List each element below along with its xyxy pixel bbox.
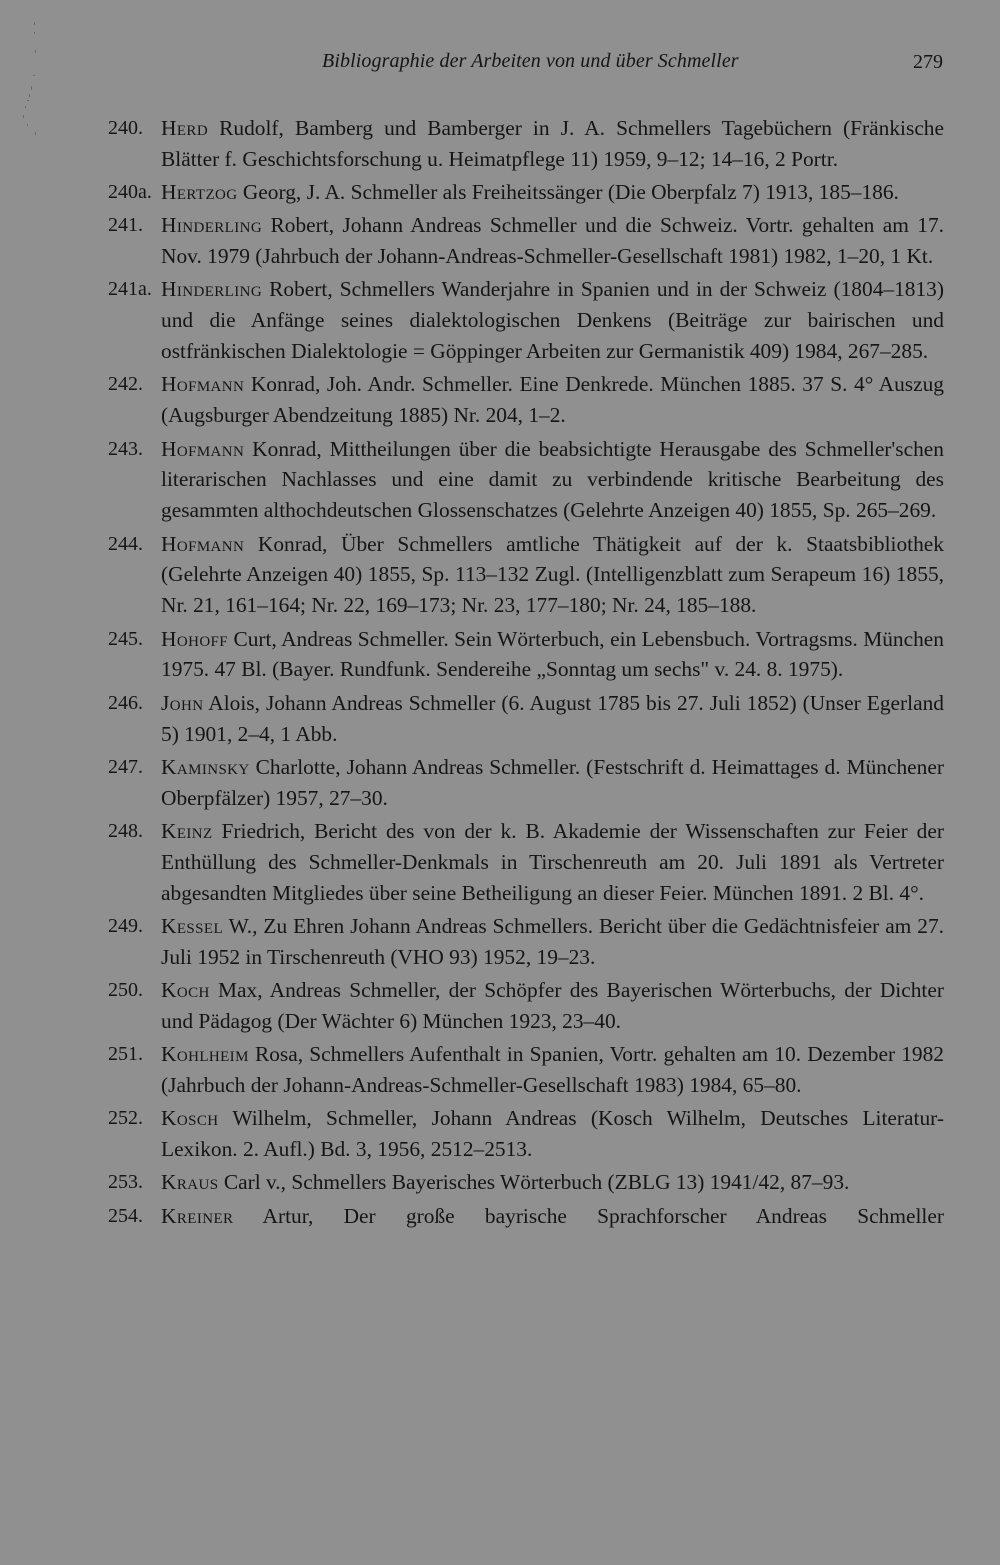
entry-author: Kaminsky bbox=[161, 754, 250, 779]
entry-text: Curt, Andreas Schmeller. Sein Wörterbuch, ein Lebensbuch. Vortragsms. München 1975. 47 Bl. (Bayer. Rundfunk. Sendereihe „Sonntag um sechs" v. 24. 8. 1975). bbox=[161, 626, 944, 682]
entry-text: Robert, Schmellers Wanderjahre in Spanien und in der Schweiz (1804–1813) und die Anfänge seines dialektologischen Denkens (Beiträge zur bairischen und ostfränkischen Dialektologie = Göppinger Arbeiten zur Germanistik 409) 1984, 267–285. bbox=[161, 277, 944, 364]
bibliography-entry bbox=[108, 369, 944, 431]
entry-text: Friedrich, Bericht des von der k. B. Akademie der Wissenschaften zur Feier der Enthüllung des Schmeller-Denkmals in Tirschenreuth am 20. Juli 1891 als Vertreter abgesandten Mitgliedes über seine Betheiligung an dieser Feier. München 1891. 2 Bl. 4°. bbox=[161, 818, 944, 905]
running-head: Bibliographie der Arbeiten von und über Schmeller bbox=[322, 50, 739, 72]
entry-number: 248. bbox=[108, 819, 143, 842]
entry-author: Kohlheim bbox=[161, 1042, 249, 1067]
bibliography-entry bbox=[108, 434, 944, 527]
bibliography-entry bbox=[108, 529, 944, 622]
entry-author: Hinderling bbox=[161, 213, 263, 238]
entry-author: Koch bbox=[161, 978, 210, 1003]
bibliography-entry bbox=[108, 975, 944, 1037]
entry-text: Konrad, Über Schmellers amtliche Thätigkeit auf der k. Staatsbibliothek (Gelehrte Anzeigen 40) 1855, Sp. 113–132 Zugl. (Intelligenzblatt zum Serapeum 16) 1855, Nr. 21, 161–164; Nr. 22, 169–173; Nr. 23, 177–180; Nr. 24, 185–188. bbox=[161, 531, 944, 618]
entry-number: 253. bbox=[108, 1171, 143, 1194]
scan-edge-marks bbox=[14, 20, 40, 140]
bibliography-list bbox=[108, 113, 944, 1234]
entry-text: Konrad, Mittheilungen über die beabsichtigte Herausgabe des Schmeller'schen literarischen Nachlasses und eine damit zu verbindende kritische Bearbeitung des gesammten althochdeutschen Glossenschatzes (Gelehrte Anzeigen 40) 1855, Sp. 265–269. bbox=[161, 436, 944, 523]
entry-number: 241a. bbox=[108, 278, 152, 301]
entry-text: Rosa, Schmellers Aufenthalt in Spanien, Vortr. gehalten am 10. Dezember 1982 (Jahrbuch der Johann-Andreas-Schmeller-Gesellschaft 1983) 1984, 65–80. bbox=[161, 1042, 944, 1098]
entry-number: 254. bbox=[108, 1204, 143, 1227]
bibliography-entry bbox=[108, 752, 944, 814]
entry-text: Charlotte, Johann Andreas Schmeller. (Festschrift d. Heimattages d. Münchener Oberpfälzer) 1957, 27–30. bbox=[161, 754, 944, 810]
entry-author: Kessel bbox=[161, 913, 224, 938]
entry-author: Hofmann bbox=[161, 531, 245, 556]
entry-text: Rudolf, Bamberg und Bamberger in J. A. Schmellers Tagebüchern (Fränkische Blätter f. Geschichtsforschung u. Heimatpflege 11) 1959, 9–12; 14–16, 2 Portr. bbox=[161, 116, 944, 171]
entry-author: Hohoff bbox=[161, 626, 229, 651]
entry-text: Carl v., Schmellers Bayerisches Wörterbuch (ZBLG 13) 1941/42, 87–93. bbox=[218, 1170, 850, 1195]
bibliography-entry bbox=[108, 624, 944, 686]
page-number: 279 bbox=[913, 51, 943, 73]
bibliography-entry bbox=[108, 1039, 944, 1101]
entry-author: Kraus bbox=[161, 1170, 219, 1195]
entry-text: Max, Andreas Schmeller, der Schöpfer des Bayerischen Wörterbuchs, der Dichter und Pädagog (Der Wächter 6) München 1923, 23–40. bbox=[161, 978, 944, 1033]
entry-text: W., Zu Ehren Johann Andreas Schmellers. Bericht über die Gedächtnisfeier am 27. Juli 1952 in Tirschenreuth (VHO 93) 1952, 19–23. bbox=[161, 913, 944, 969]
bibliography-entry bbox=[108, 1103, 944, 1165]
entry-author: John bbox=[161, 690, 204, 715]
bibliography-entry bbox=[108, 1201, 944, 1232]
entry-author: Hinderling bbox=[161, 277, 263, 302]
entry-number: 245. bbox=[108, 627, 143, 650]
entry-text: Robert, Johann Andreas Schmeller und die Schweiz. Vortr. gehalten am 17. Nov. 1979 (Jahrbuch der Johann-Andreas-Schmeller-Gesellschaft 1981) 1982, 1–20, 1 Kt. bbox=[161, 213, 944, 269]
bibliography-entry bbox=[108, 911, 944, 973]
bibliography-entry bbox=[108, 688, 944, 750]
entry-author: Herd bbox=[161, 116, 209, 140]
entry-number: 251. bbox=[108, 1043, 143, 1066]
entry-number: 240a. bbox=[108, 181, 152, 204]
entry-number: 244. bbox=[108, 532, 143, 555]
bibliography-entry bbox=[108, 274, 944, 367]
entry-text: Georg, J. A. Schmeller als Freiheitssänger (Die Oberpfalz 7) 1913, 185–186. bbox=[237, 180, 899, 205]
entry-text: Wilhelm, Schmeller, Johann Andreas (Kosch Wilhelm, Deutsches Literatur-Lexikon. 2. Aufl.) Bd. 3, 1956, 2512–2513. bbox=[161, 1106, 944, 1162]
entry-number: 246. bbox=[108, 691, 143, 714]
bibliography-entry bbox=[108, 177, 944, 208]
entry-text: Artur, Der große bayrische Sprachforscher Andreas Schmeller bbox=[233, 1203, 944, 1228]
entry-number: 241. bbox=[108, 214, 143, 237]
entry-number: 247. bbox=[108, 755, 143, 778]
bibliography-entry bbox=[108, 210, 944, 272]
entry-text: Konrad, Joh. Andr. Schmeller. Eine Denkrede. München 1885. 37 S. 4° Auszug (Augsburger Abendzeitung 1885) Nr. 204, 1–2. bbox=[161, 372, 944, 428]
entry-number: 243. bbox=[108, 437, 143, 460]
entry-number: 242. bbox=[108, 373, 143, 396]
entry-author: Hertzog bbox=[161, 180, 238, 205]
entry-number: 249. bbox=[108, 914, 143, 937]
bibliography-entry bbox=[108, 113, 944, 175]
entry-author: Kosch bbox=[161, 1106, 219, 1131]
entry-author: Hofmann bbox=[161, 372, 245, 397]
bibliography-entry bbox=[108, 1167, 944, 1198]
entry-number: 250. bbox=[108, 979, 143, 1002]
entry-number: 252. bbox=[108, 1107, 143, 1130]
entry-text: Alois, Johann Andreas Schmeller (6. August 1785 bis 27. Juli 1852) (Unser Egerland 5) 1901, 2–4, 1 Abb. bbox=[161, 690, 944, 746]
bibliography-entry bbox=[108, 816, 944, 909]
entry-number: 240. bbox=[108, 117, 143, 139]
entry-author: Hofmann bbox=[161, 436, 245, 461]
entry-author: Keinz bbox=[161, 818, 213, 843]
entry-author: Kreiner bbox=[161, 1203, 234, 1228]
